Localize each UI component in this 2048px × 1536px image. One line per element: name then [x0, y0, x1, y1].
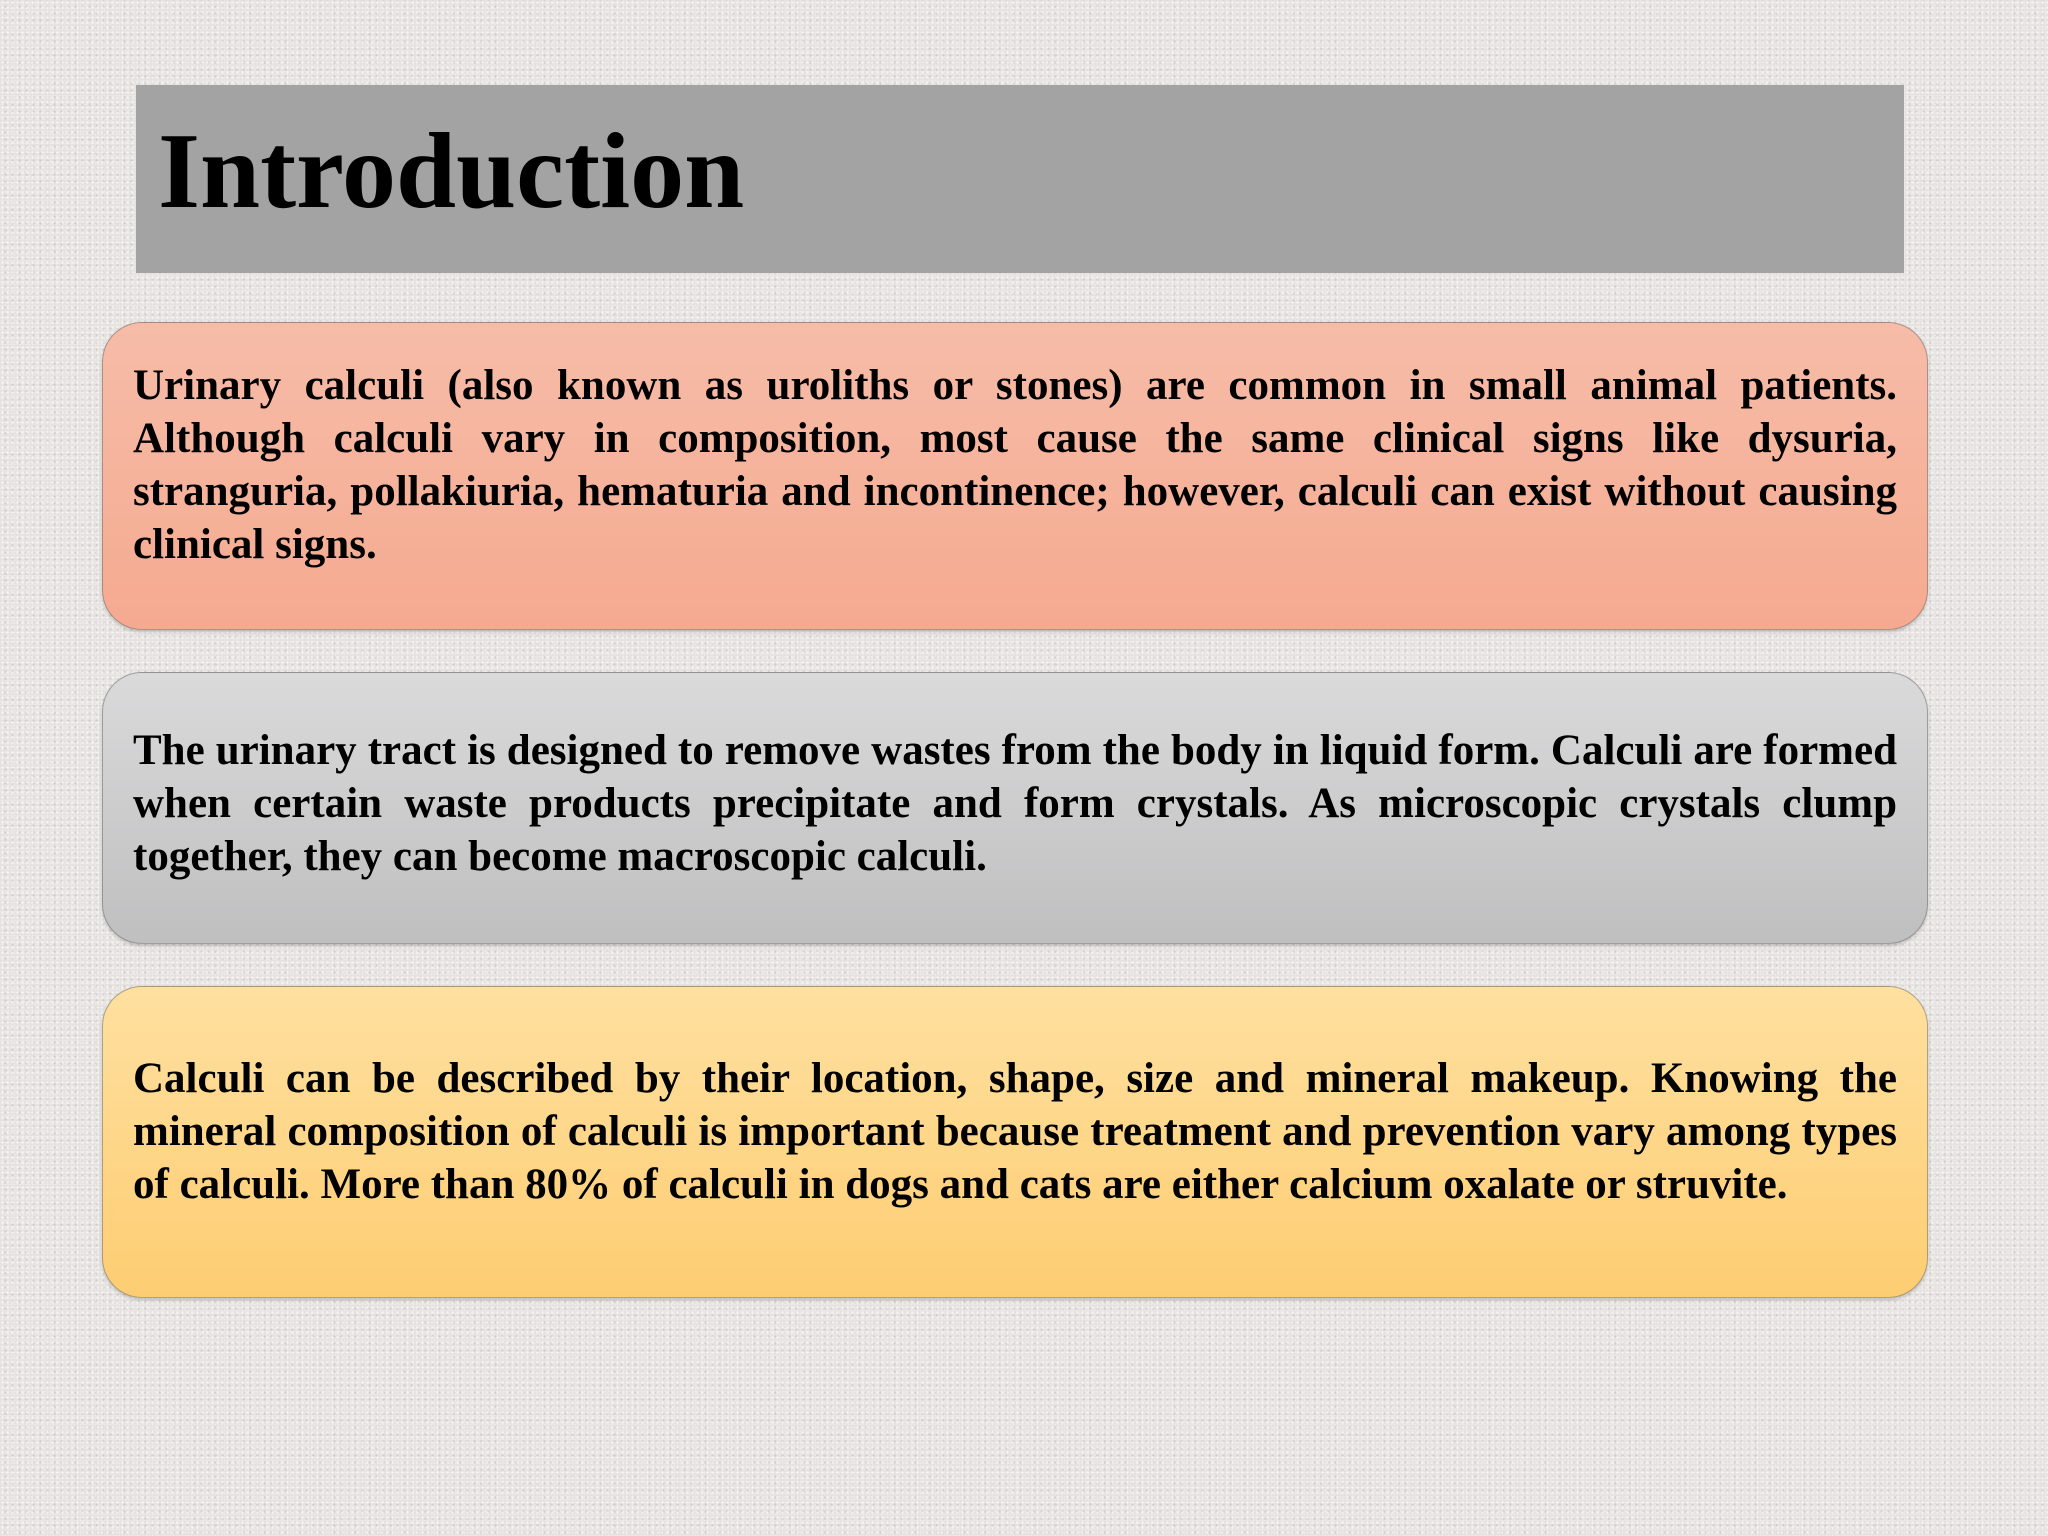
- paragraph-text: The urinary tract is designed to remove wastes from the body in liquid form. Calculi are formed when certain waste products precipitate and form crystals. As microscopic crystals clump together, they can become macroscopic calculi.: [133, 726, 1897, 880]
- content-box-urinary-tract: [102, 672, 1928, 944]
- content-box-urinary-calculi: [102, 322, 1928, 630]
- content-box-calculi-description: [102, 986, 1928, 1298]
- paragraph-text: Urinary calculi (also known as uroliths or stones) are common in small animal patients. Although calculi vary in composition, most cause the same clinical signs like dysuria, stranguria, pollakiuria, hematuria and incontinence; however, calculi can exist without causing clinical signs.: [133, 362, 1897, 568]
- slide-title: Introduction: [158, 112, 745, 231]
- title-bar: [136, 85, 1904, 273]
- paragraph-text: Calculi can be described by their location, shape, size and mineral makeup. Knowing the mineral composition of calculi is important because treatment and prevention vary among types of calculi. More than 80% of calculi in dogs and cats are either calcium oxalate or struvite.: [133, 1054, 1897, 1208]
